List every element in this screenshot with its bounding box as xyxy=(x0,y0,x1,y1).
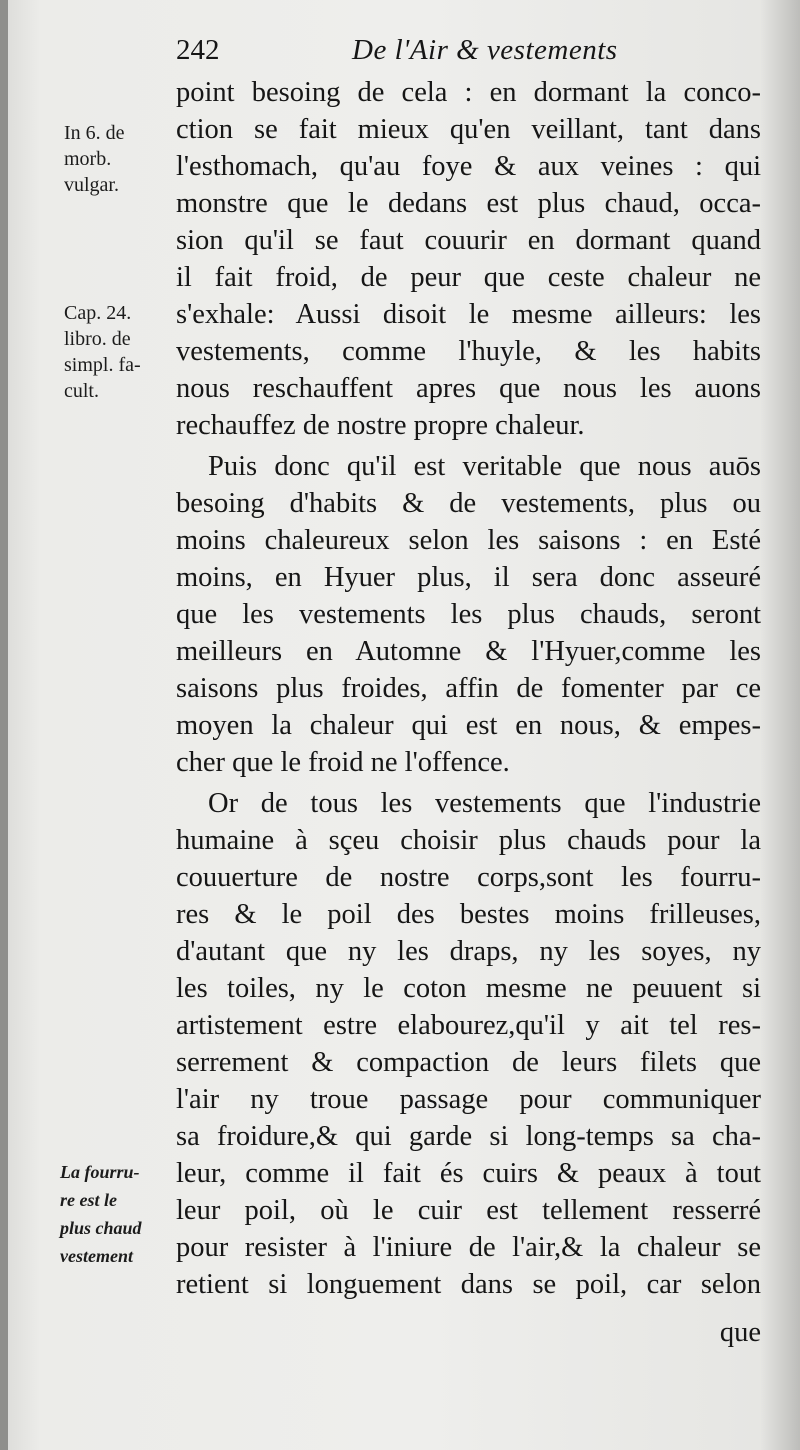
text-line: nous reschauffent apres que nous les auons xyxy=(176,373,761,404)
catchword: que xyxy=(719,1317,761,1348)
text-line: humaine à sçeu choisir plus chauds pour la xyxy=(176,825,761,856)
page-gutter-edge xyxy=(0,0,8,1450)
text-line: moins, en Hyuer plus, il sera donc asseuré xyxy=(176,562,761,593)
page-number: 242 xyxy=(176,34,220,66)
running-title: De l'Air & vestements xyxy=(352,34,618,66)
text-line: pour resister à l'iniure de l'air,& la chaleur se xyxy=(176,1232,761,1263)
text-line: couuerture de nostre corps,sont les fourru- xyxy=(176,862,761,893)
text-line: s'exhale: Aussi disoit le mesme ailleurs: les xyxy=(176,299,761,330)
text-line: res & le poil des bestes moins frilleuses, xyxy=(176,899,761,930)
text-line: besoing d'habits & de vestements, plus ou xyxy=(176,488,761,519)
text-line: leur, comme il fait és cuirs & peaux à tout xyxy=(176,1158,761,1189)
running-header xyxy=(176,34,776,70)
text-line: l'esthomach, qu'au foye & aux veines : qui xyxy=(176,151,761,182)
text-line: sa froidure,& qui garde si long-temps sa cha- xyxy=(176,1121,761,1152)
text-line: retient si longuement dans se poil, car selon xyxy=(176,1269,761,1300)
margin-note-citation-morb: In 6. de morb. vulgar. xyxy=(64,122,125,196)
text-line: ction se fait mieux qu'en veillant, tant dans xyxy=(176,114,761,145)
text-line: meilleurs en Automne & l'Hyuer,comme les xyxy=(176,636,761,667)
paragraph-start-line: Or de tous les vestements que l'industrie xyxy=(208,788,761,819)
text-line: leur poil, où le cuir est tellement resserré xyxy=(176,1195,761,1226)
margin-note-citation-simpl: Cap. 24. libro. de simpl. fa- cult. xyxy=(64,302,141,402)
text-line: serrement & compaction de leurs filets que xyxy=(176,1047,761,1078)
text-line: moyen la chaleur qui est en nous, & empes- xyxy=(176,710,761,741)
text-line: point besoing de cela : en dormant la conco- xyxy=(176,77,761,108)
text-line: d'autant que ny les draps, ny les soyes, ny xyxy=(176,936,761,967)
text-line: vestements, comme l'huyle, & les habits xyxy=(176,336,761,367)
text-line: que les vestements les plus chauds, seront xyxy=(176,599,761,630)
text-line: cher que le froid ne l'offence. xyxy=(176,747,510,778)
text-line: moins chaleureux selon les saisons : en Esté xyxy=(176,525,761,556)
text-line: sion qu'il se faut couurir en dormant quand xyxy=(176,225,761,256)
text-line: saisons plus froides, affin de fomenter par ce xyxy=(176,673,761,704)
paragraph-start-line: Puis donc qu'il est veritable que nous auōs xyxy=(208,451,761,482)
text-line: il fait froid, de peur que ceste chaleur ne xyxy=(176,262,761,293)
text-line: l'air ny troue passage pour communiquer xyxy=(176,1084,761,1115)
margin-note-fourrure: La fourru- re est le plus chaud vestement xyxy=(60,1162,142,1266)
text-line: rechauffez de nostre propre chaleur. xyxy=(176,410,585,441)
text-line: monstre que le dedans est plus chaud, occa- xyxy=(176,188,761,219)
text-line: artistement estre elabourez,qu'il y ait tel res- xyxy=(176,1010,761,1041)
text-line: les toiles, ny le coton mesme ne peuuent si xyxy=(176,973,761,1004)
